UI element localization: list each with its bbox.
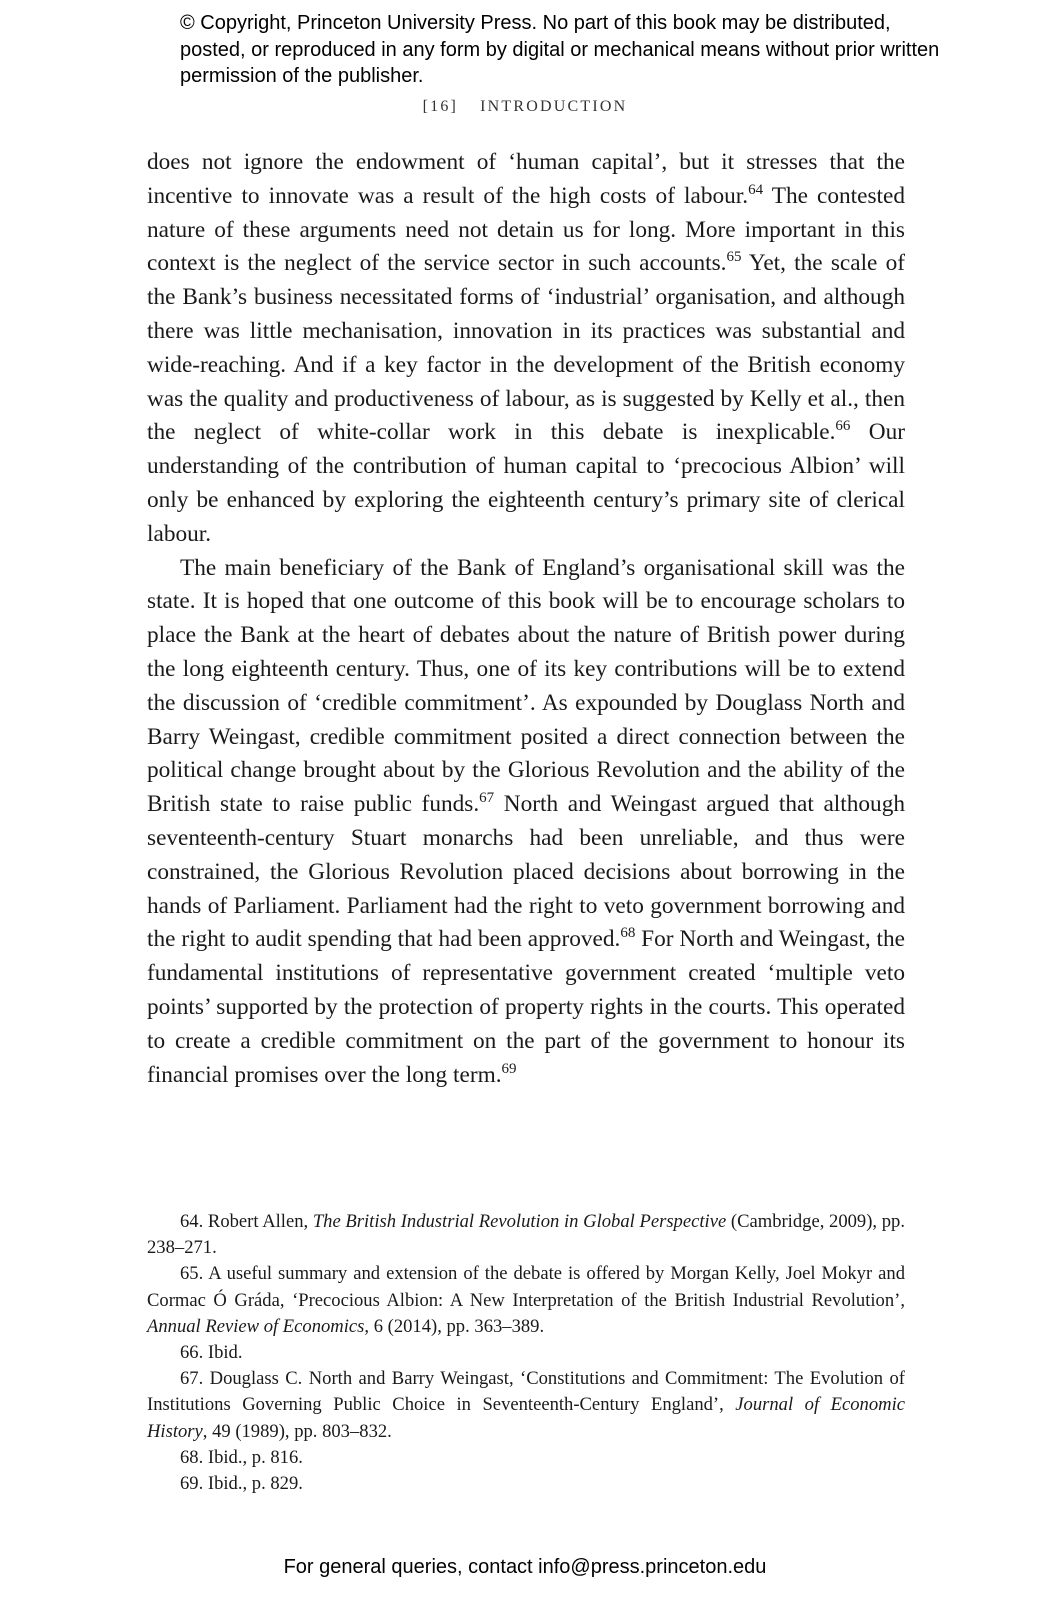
footnotes: [147, 1209, 905, 1497]
paragraph-1: [147, 146, 905, 552]
footnote-ref-64[interactable]: 64: [748, 181, 764, 198]
footnote-title-italic: Annual Review of Economics: [147, 1315, 365, 1337]
footnote-ref-67[interactable]: 67: [479, 790, 495, 807]
footnote-title-italic: The British Industrial Revolution in Global Perspective: [312, 1211, 727, 1232]
footnote-text: 64. Robert Allen,: [180, 1211, 313, 1232]
text-run: Yet, the scale of the Bank’s business necessitated forms of ‘industrial’ organisation, and although there was little mechanisation, innovation in its practices was substantial and wide-reaching. And if a key factor in the development of the British economy was the quality and productiveness of labour, as is suggested by Kelly et al., then the neglect of white-collar work in this debate is inexplicable.: [147, 250, 905, 446]
footnote-ref-66[interactable]: 66: [835, 418, 851, 435]
footnote-66: 66. Ibid.: [180, 1342, 243, 1364]
footnote-title-italic: Journal of Economic History: [147, 1394, 905, 1442]
text-run: The contested nature of these arguments need not detain us for long. More important in this context is the neglect of the service sector in such accounts.: [147, 182, 905, 277]
footnote-64: [147, 1209, 905, 1261]
text-run: For North and Weingast, the fundamental institutions of representative government created ‘multiple veto points’ supported by the protection of property rights in the courts. This operated to create a credible commitment on the part of the government to honour its financial promises over the long term.: [147, 926, 905, 1088]
page-number: [16]: [422, 98, 459, 115]
footnote-67: [147, 1366, 905, 1445]
footnote-69: 69. Ibid., p. 829.: [180, 1473, 303, 1495]
copyright-notice: © Copyright, Princeton University Press. No part of this book may be distributed, posted, or reproduced in any form by digital or mechanical means without prior written permission of the publisher.: [180, 12, 940, 87]
main-text: [147, 146, 905, 1092]
footnote-ref-68[interactable]: 68: [620, 925, 636, 942]
text-run: Our understanding of the contribution of human capital to ‘precocious Albion’ will only be enhanced by exploring the eighteenth century’s primary site of clerical labour.: [147, 419, 905, 547]
footnote-ref-69[interactable]: 69: [501, 1060, 517, 1077]
footer-contact: For general queries, contact info@press.princeton.edu: [283, 1556, 767, 1578]
paragraph-2: [147, 552, 905, 1093]
text-run: does not ignore the endowment of ‘human capital’, but it stresses that the incentive to innovate was a result of the high costs of labour.: [147, 149, 905, 209]
footnote-65: [147, 1261, 905, 1340]
footnote-text: , 6 (2014), pp. 363–389.: [364, 1315, 545, 1337]
footnote-text: , 49 (1989), pp. 803–832.: [202, 1420, 392, 1442]
footnote-text: (Cambridge, 2009), pp. 238–271.: [147, 1211, 905, 1259]
section-title: INTRODUCTION: [480, 98, 628, 115]
text-run: The main beneficiary of the Bank of England’s organisational skill was the state. It is hoped that one outcome of this book will be to encourage scholars to place the Bank at the heart of debates about the nature of British power during the long eighteenth century. Thus, one of its key contributions will be to extend the discussion of ‘credible commitment’. As expounded by Douglass North and Barry Weingast, credible commitment posited a direct connection between the political change brought about by the Glorious Revolution and the ability of the British state to raise public funds.: [147, 554, 905, 818]
footnote-text: 65. A useful summary and extension of the debate is offered by Morgan Kelly, Joel Mokyr and Cormac Ó Gráda, ‘Precocious Albion: A New Interpretation of the British Industrial Revolution’,: [147, 1263, 905, 1311]
text-run: North and Weingast argued that although seventeenth-century Stuart monarchs had been unreliable, and thus were constrained, the Glorious Revolution placed decisions about borrowing in the hands of Parliament. Parliament had the right to veto government borrowing and the right to audit spending that had been approved.: [147, 791, 905, 953]
footnote-68: 68. Ibid., p. 816.: [180, 1446, 303, 1468]
footnote-ref-65[interactable]: 65: [726, 249, 742, 266]
footnote-text: 67. Douglass C. North and Barry Weingast, ‘Constitutions and Commitment: The Evolution of Institutions Governing Public Choice in Seventeenth-Century England’,: [147, 1368, 905, 1416]
running-head: [0, 98, 1050, 116]
